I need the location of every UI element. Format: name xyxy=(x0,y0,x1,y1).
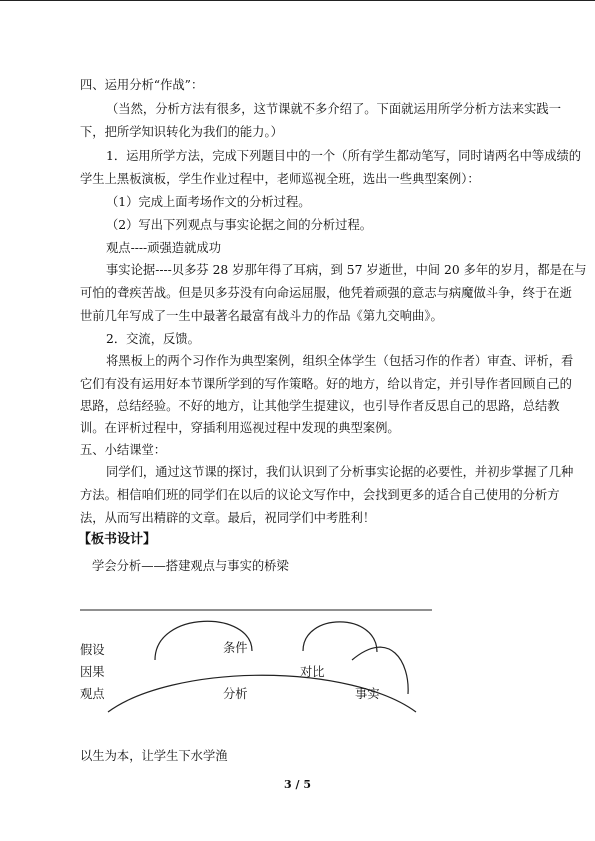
label-fact: 事实 xyxy=(355,687,380,701)
section4-heading: 四、运用分析“作战”： xyxy=(80,78,204,92)
fact-line2: 可怕的聋疾苦战。但是贝多芬没有向命运屈服，他凭着顽强的意志与病魔做斗争，终于在逝 xyxy=(80,286,572,300)
fact-line3: 世前几年写成了一生中最著名最富有战斗力的作品《第九交响曲》。 xyxy=(80,309,443,323)
sub-item-1: （1）完成上面考场作文的分析过程。 xyxy=(106,195,311,209)
board-title: 学会分析——搭建观点与事实的桥梁 xyxy=(92,559,289,573)
bridge-right-hump-upper xyxy=(303,622,377,652)
label-cause: 因果 xyxy=(80,665,105,679)
sub-item-2: （2）写出下列观点与事实论据之间的分析过程。 xyxy=(106,218,373,232)
label-condition: 条件 xyxy=(223,641,248,655)
label-analysis: 分析 xyxy=(223,687,248,701)
item1-line2: 学生上黑板演板，学生作业过程中，老师巡视全班，选出一些典型案例）： xyxy=(80,172,480,186)
section5-heading: 五、小结课堂： xyxy=(80,443,167,457)
item2-body-line2: 它们有没有运用好本节课所学到的写作策略。好的地方，给以肯定，并引导作者回顾自己的 xyxy=(80,377,572,391)
board-design-heading: 【板书设计】 xyxy=(78,532,157,547)
label-hypothesis: 假设 xyxy=(80,643,105,657)
label-contrast: 对比 xyxy=(300,665,325,679)
section5-body-line1: 同学们，通过这节课的探讨，我们认识到了分析事实论据的必要性，并初步掌握了几种 xyxy=(106,465,574,479)
item2-body-line1: 将黑板上的两个习作作为典型案例，组织全体学生（包括习作的作者）审查、评析，看 xyxy=(106,354,574,368)
section5-body-line3: 法，从而写出精辟的文章。最后，祝同学们中考胜利！ xyxy=(80,511,376,525)
label-viewpoint: 观点 xyxy=(80,687,105,701)
section4-intro-line1: （当然，分析方法有很多，这节课就不多介绍了。下面就运用所学分析方法来实践一 xyxy=(106,102,561,116)
section4-intro-line2: 下，把所学知识转化为我们的能力。） xyxy=(80,125,283,139)
fact-line1: 事实论据----贝多芬 28 岁那年得了耳病，到 57 岁逝世，中间 20 多年的岁月，都是在与 xyxy=(106,263,587,277)
section5-body-line2: 方法。相信咱们班的同学们在以后的议论文写作中，会找到更多的适合自己使用的分析方 xyxy=(80,488,560,502)
page-number: 3 / 5 xyxy=(284,778,311,791)
viewpoint-line: 观点----顽强造就成功 xyxy=(106,241,221,255)
item2-body-line4: 训。在评析过程中，穿插利用巡视过程中发现的典型案例。 xyxy=(80,421,400,435)
item2-body-line3: 思路，总结经验。不好的地方，让其他学生提建议，也引导作者反思自己的思路，总结教 xyxy=(80,399,560,413)
item2-heading: 2．交流，反馈。 xyxy=(106,332,200,346)
board-footer: 以生为本，让学生下水学渔 xyxy=(80,749,228,763)
item1-line1: 1．运用所学方法，完成下列题目中的一个（所有学生都动笔写，同时请两名中等成绩的 xyxy=(106,149,582,163)
